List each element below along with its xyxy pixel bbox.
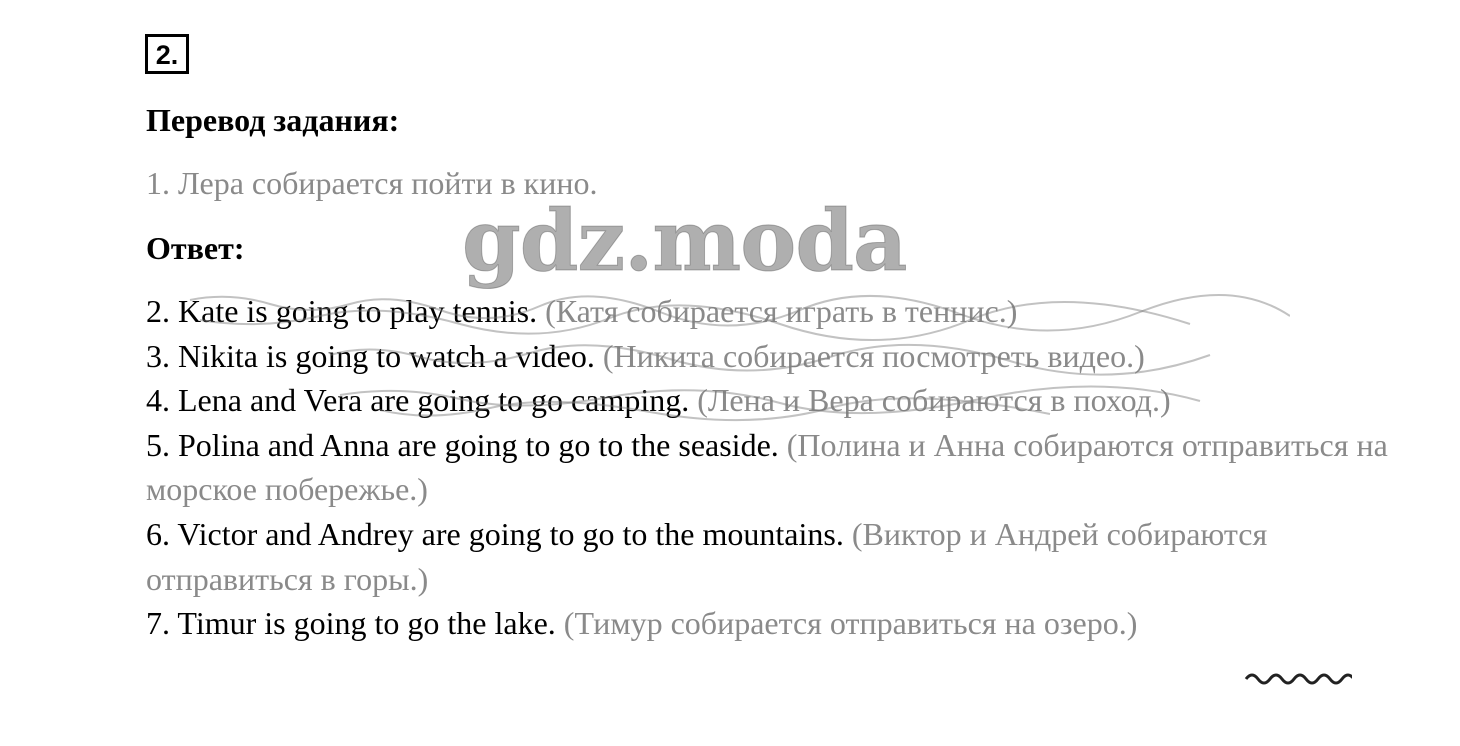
answer-item bbox=[146, 423, 1416, 512]
answer-heading: Ответ: bbox=[146, 230, 245, 266]
answer-english: 3. Nikita is going to watch a video. bbox=[146, 337, 595, 374]
answer-item bbox=[146, 512, 1416, 601]
answer-english: 4. Lena and Vera are going to go camping. bbox=[146, 382, 690, 419]
answer-english: 6. Victor and Andrey are going to go to the mountains. bbox=[146, 515, 844, 552]
answer-item bbox=[146, 334, 1416, 379]
translation-heading: Перевод задания: bbox=[146, 102, 400, 138]
answer-item bbox=[146, 378, 1416, 423]
answer-english: 2. Kate is going to play tennis. bbox=[146, 293, 538, 329]
answer-list bbox=[146, 289, 1416, 646]
answer-russian: (Катя собирается играть в теннис.) bbox=[545, 293, 1018, 329]
answer-russian: (Лена и Вера собираются в поход.) bbox=[697, 382, 1171, 419]
answer-item bbox=[146, 601, 1416, 646]
answer-russian: (Тимур собирается отправиться на озеро.) bbox=[563, 605, 1138, 642]
answer-russian: (Виктор и Андрей собираются отправиться в горы.) bbox=[146, 515, 1268, 597]
answer-russian: (Полина и Анна собираются отправиться на морское побережье.) bbox=[146, 426, 1388, 508]
signature-mark bbox=[1244, 667, 1352, 685]
translation-text: 1. Лера собирается пойти в кино. bbox=[146, 165, 598, 201]
answer-english: 7. Timur is going to go the lake. bbox=[146, 605, 556, 642]
watermark-logo: gdz.moda bbox=[462, 191, 907, 290]
answer-russian: (Никита собирается посмотреть видео.) bbox=[602, 337, 1145, 374]
answer-item bbox=[146, 289, 1416, 334]
task-number-box: 2. bbox=[145, 34, 189, 74]
answer-english: 5. Polina and Anna are going to go to the seaside. bbox=[146, 426, 779, 463]
